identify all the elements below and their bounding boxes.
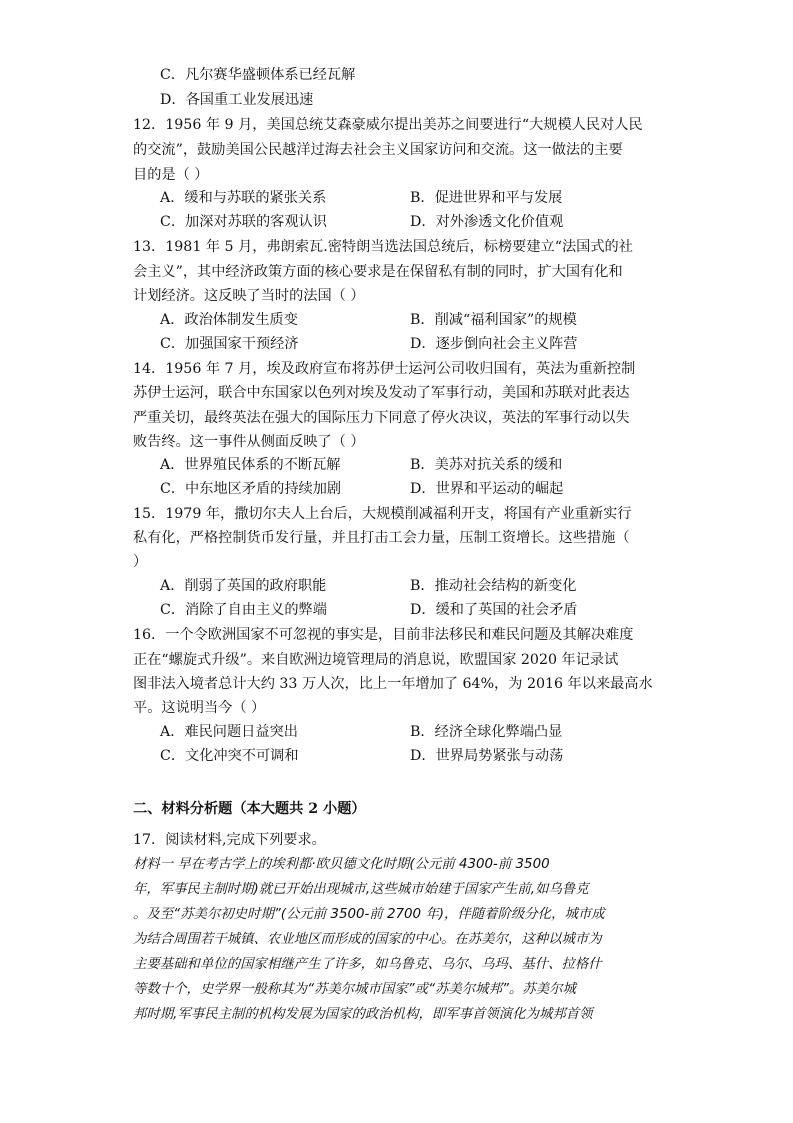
- question-14-option-a: A．世界殖民体系的不断瓦解: [160, 457, 341, 473]
- question-13-option-b: B．削减“福利国家”的规模: [410, 312, 577, 328]
- question-16-text: 16．一个令欧洲国家不可忽视的事实是，目前非法移民和难民问题及其解决难度: [133, 627, 634, 643]
- question-13-text: 会主义”，其中经济政策方面的核心要求是在保留私有制的同时，扩大国有化和: [133, 264, 623, 280]
- question-14-option-d: D．世界和平运动的崛起: [410, 481, 564, 497]
- material-text: 材料一 早在考古学上的埃利都·欧贝德文化时期(公元前 4300-前 3500: [133, 857, 550, 872]
- question-16-text: 平。这说明当今（ ）: [133, 700, 266, 716]
- question-15-text: 私有化，严格控制货币发行量，并且打击工会力量，压制工资增长。这些措施（: [133, 530, 630, 546]
- question-13-option-a: A．政治体制发生质变: [160, 312, 298, 328]
- option-c-prev: C．凡尔赛华盛顿体系已经瓦解: [160, 67, 356, 83]
- question-12-option-b: B．促进世界和平与发展: [410, 190, 563, 206]
- question-14-option-c: C．中东地区矛盾的持续加剧: [160, 481, 342, 497]
- question-16-option-b: B．经济全球化弊端凸显: [410, 724, 563, 740]
- question-13-text: 13．1981 年 5 月，弗朗索瓦.密特朗当选法国总统后，标榜要建立“法国式的社: [133, 239, 633, 255]
- question-12-option-c: C．加深对苏联的客观认识: [160, 214, 327, 230]
- material-text: 。及至“苏美尔初史时期”(公元前 3500-前 2700 年)，伴随着阶级分化，城市成: [133, 907, 605, 922]
- question-14-option-b: B．美苏对抗关系的缓和: [410, 457, 563, 473]
- question-17-prompt: 17．阅读材料,完成下列要求。: [133, 832, 326, 848]
- question-15-option-c: C．消除了自由主义的弊端: [160, 602, 327, 618]
- question-15-text: ）: [133, 554, 148, 570]
- question-13-option-c: C．加强国家干预经济: [160, 336, 299, 352]
- question-15-option-d: D．缓和了英国的社会矛盾: [410, 602, 578, 618]
- question-15-option-a: A．削弱了英国的政府职能: [160, 578, 327, 594]
- material-text: 主要基础和单位的国家相继产生了许多，如乌鲁克、乌尔、乌玛、基什、拉格什: [133, 957, 602, 972]
- question-16-text: 正在“螺旋式升级”。来自欧洲边境管理局的消息说，欧盟国家 2020 年记录试: [133, 652, 619, 668]
- material-text: 年，军事民主制时期)就已开始出现城市,这些城市始建于国家产生前,如乌鲁克: [133, 882, 589, 897]
- question-15-option-b: B．推动社会结构的新变化: [410, 578, 577, 594]
- section-heading: 二、材料分析题（本大题共 2 小题）: [133, 801, 366, 817]
- question-14-text: 苏伊士运河，联合中东国家以色列对埃及发动了军事行动，美国和苏联对此表达: [133, 385, 630, 401]
- question-15-text: 15．1979 年，撒切尔夫人上台后，大规模削减福利开支，将国有产业重新实行: [133, 506, 632, 522]
- question-16-option-a: A．难民问题日益突出: [160, 724, 298, 740]
- question-13-option-d: D．逐步倒向社会主义阵营: [410, 336, 578, 352]
- question-13-text: 计划经济。这反映了当时的法国（ ）: [133, 288, 365, 304]
- question-14-text: 严重关切，最终英法在强大的国际压力下同意了停火决议，英法的军事行动以失: [133, 410, 630, 426]
- material-text: 邦时期,军事民主制的机构发展为国家的政治机构，即军事首领演化为城邦首领: [133, 1007, 593, 1022]
- question-16-text: 图非法入境者总计大约 33 万人次，比上一年增加了 64%，为 2016 年以来最高水: [133, 676, 653, 692]
- option-d-prev: D．各国重工业发展迅速: [160, 92, 314, 108]
- question-16-option-d: D．世界局势紧张与动荡: [410, 748, 564, 764]
- question-12-option-a: A．缓和与苏联的紧张关系: [160, 190, 327, 206]
- question-12-option-d: D．对外渗透文化价值观: [410, 214, 564, 230]
- question-14-text: 败告终。这一事件从侧面反映了（ ）: [133, 434, 365, 450]
- material-text: 为结合周围若干城镇、农业地区而形成的国家的中心。在苏美尔，这种以城市为: [133, 932, 602, 947]
- question-14-text: 14．1956 年 7 月，埃及政府宣布将苏伊士运河公司收归国有，英法为重新控制: [133, 361, 636, 377]
- question-12-text: 目的是（ ）: [133, 167, 209, 183]
- question-12-text: 的交流”，鼓励美国公民越洋过海去社会主义国家访问和交流。这一做法的主要: [133, 142, 623, 158]
- material-text: 等数十个，史学界一般称其为“苏美尔城市国家”或“苏美尔城邦”。苏美尔城: [133, 982, 576, 997]
- question-16-option-c: C．文化冲突不可调和: [160, 748, 299, 764]
- question-12-text: 12．1956 年 9 月，美国总统艾森豪威尔提出美苏之间要进行“大规模人民对人民: [133, 117, 643, 133]
